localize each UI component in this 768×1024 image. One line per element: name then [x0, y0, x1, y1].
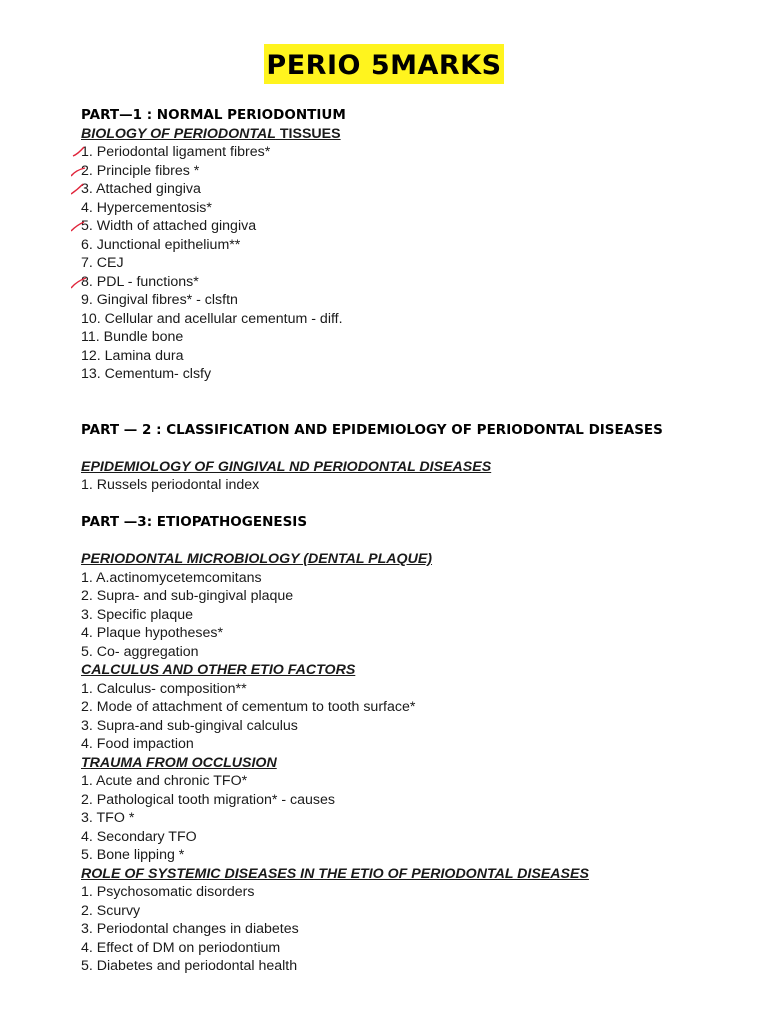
list-item: [81, 162, 741, 181]
part1-subheading: [81, 125, 741, 144]
list-item-text: 3. Specific plaque: [81, 606, 193, 623]
list-item-text: 10. Cellular and acellular cementum - diff.: [81, 310, 343, 327]
list-item: [81, 476, 741, 495]
list-item: [81, 717, 741, 736]
list-item-text: 5. Bone lipping *: [81, 847, 185, 863]
list-item: [81, 735, 741, 754]
list-item: [81, 273, 741, 292]
list-item: [81, 624, 741, 643]
list-item-text: 2. Scurvy: [81, 902, 141, 919]
list-item-text: 1. Russels periodontal index: [81, 477, 260, 493]
list-item-text: 5. Co- aggregation: [81, 643, 199, 660]
part1-subheading-italic: BIOLOGY OF PERIODONTAL: [81, 125, 276, 142]
list-item: [81, 883, 741, 902]
list-item-text: 4. Effect of DM on periodontium: [81, 939, 281, 956]
document-body: [81, 106, 741, 976]
list-item: [81, 791, 741, 810]
page-title: PERIO 5MARKS: [264, 44, 503, 84]
list-item-text: 5. Diabetes and periodontal health: [81, 958, 298, 974]
list-item: [81, 809, 741, 828]
list-item: [81, 828, 741, 847]
list-item: [81, 143, 741, 162]
list-item-text: 2. Supra- and sub-gingival plaque: [81, 588, 294, 604]
list-item: [81, 680, 741, 699]
section-subheading: TRAUMA FROM OCCLUSION: [81, 754, 277, 771]
list-item: [81, 291, 741, 310]
list-item-text: 1. Acute and chronic TFO*: [81, 773, 248, 789]
list-item-text: 4. Food impaction: [81, 736, 194, 752]
part2-heading: PART — 2 : CLASSIFICATION AND EPIDEMIOLOGY OF PERIODONTAL DISEASES: [81, 421, 663, 438]
list-item: [81, 920, 741, 939]
list-item: [81, 199, 741, 218]
list-item: [81, 347, 741, 366]
list-item-text: 12. Lamina dura: [81, 347, 184, 364]
list-item-text: 9. Gingival fibres* - clsftn: [81, 292, 238, 308]
list-item-text: 2. Mode of attachment of cementum to tooth surface*: [81, 699, 416, 715]
title-container: [0, 44, 768, 84]
list-item-text: 7. CEJ: [81, 255, 124, 271]
list-item: [81, 939, 741, 958]
list-item-text: 2. Pathological tooth migration* - causes: [81, 791, 335, 808]
list-item: [81, 569, 741, 588]
list-item: [81, 254, 741, 273]
list-item-text: 3. TFO *: [81, 810, 135, 826]
list-item-text: 6. Junctional epithelium**: [81, 236, 241, 253]
list-item-text: 4. Secondary TFO: [81, 828, 197, 845]
list-item-text: 2. Principle fibres *: [81, 162, 200, 179]
list-item-text: 11. Bundle bone: [81, 329, 184, 345]
list-item-text: 3. Periodontal changes in diabetes: [81, 921, 299, 937]
list-item-text: 4. Plaque hypotheses*: [81, 625, 223, 641]
list-item: [81, 310, 741, 329]
part1-subheading-plain: TISSUES: [275, 125, 341, 142]
section-subheading: PERIODONTAL MICROBIOLOGY (DENTAL PLAQUE): [81, 551, 433, 567]
list-item-text: 13. Cementum- clsfy: [81, 366, 212, 382]
list-item: [81, 772, 741, 791]
list-item: [81, 698, 741, 717]
list-item: [81, 846, 741, 865]
list-item-text: 3. Supra-and sub-gingival calculus: [81, 717, 298, 734]
list-item: [81, 365, 741, 384]
list-item: [81, 180, 741, 199]
part3-heading: PART —3: ETIOPATHOGENESIS: [81, 514, 308, 530]
section-subheading: CALCULUS AND OTHER ETIO FACTORS: [81, 662, 356, 678]
list-item-text: 8. PDL - functions*: [81, 273, 199, 290]
list-item-text: 1. Periodontal ligament fibres*: [81, 144, 271, 160]
part2-subheading: EPIDEMIOLOGY OF GINGIVAL ND PERIODONTAL DISEASES: [81, 458, 492, 475]
list-item: [81, 328, 741, 347]
list-item-text: 3. Attached gingiva: [81, 181, 201, 197]
list-item: [81, 236, 741, 255]
list-item: [81, 606, 741, 625]
section-subheading: ROLE OF SYSTEMIC DISEASES IN THE ETIO OF PERIODONTAL DISEASES: [81, 865, 589, 882]
list-item-text: 1. Calculus- composition**: [81, 680, 247, 697]
list-item: [81, 957, 741, 976]
list-item: [81, 217, 741, 236]
list-item-text: 1. Psychosomatic disorders: [81, 884, 255, 900]
list-item-text: 1. A.actinomycetemcomitans: [81, 569, 262, 586]
list-item: [81, 902, 741, 921]
list-item-text: 5. Width of attached gingiva: [81, 218, 257, 234]
list-item: [81, 587, 741, 606]
list-item: [81, 643, 741, 662]
part1-heading: PART—1 : NORMAL PERIODONTIUM: [81, 107, 346, 123]
list-item-text: 4. Hypercementosis*: [81, 199, 212, 216]
